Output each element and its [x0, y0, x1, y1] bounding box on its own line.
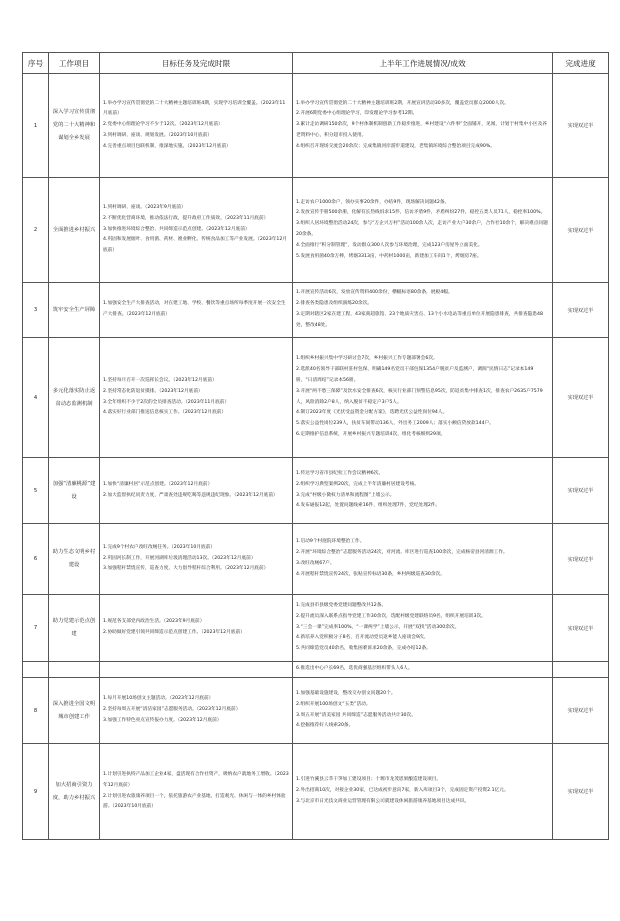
seq-cell: 8 [23, 678, 49, 744]
progress-cell [293, 283, 553, 338]
seq-cell: 6 [23, 524, 49, 595]
goal-item: 4.巩固和发展烟叶、食用菌、药材、渔业孵化、传统食品加工等产业发展。（2023年12月底前） [103, 237, 288, 254]
progress-item: 1.引进竹溪县云萃干笋加工建设项目；十堰市龙茂恩果酿造建设项目。 [296, 777, 442, 783]
goal-item: 2.坚持常态化防返贫摸排。（2023年12月底前） [103, 388, 203, 394]
progress-item: 2.选派40名领导干部联村驻村包保，明确149名党员干部包保1354户脱贫户及监测户，调阅“民情日志”记录本149册，“日清周结”记录本56册。 [296, 367, 534, 383]
goal-item: 1.加强安全生产大排查活动，对在建工地、学校、餐饮等重点场所每季度开展一次安全生产大排查。（2023年12月底前） [103, 301, 286, 317]
goal-item: 2.党委中心组理论学习不少于12次。（2023年12月底前） [103, 122, 223, 128]
goal-item: 1.到村调研、座谈。（2023年9月底前） [103, 205, 186, 210]
goals-cell [100, 74, 293, 178]
goal-item: 3.到村调研、座谈、规划发展。（2023年10月底前） [103, 132, 213, 138]
goal-item: 1.每月开展10场创文主题活动。（2023年12月底前） [103, 696, 214, 702]
seq-cell [23, 662, 49, 678]
progress-item: 2.开展6期党委中心组理论学习，印发理论学习参考12期。 [296, 111, 418, 117]
progress-item: 5.共同缔造党员40余名，收集困难诉求20余条，完成办结12条。 [296, 646, 431, 652]
project-cell [49, 662, 100, 678]
status-cell: 实现双过半 [553, 178, 609, 283]
goals-cell [100, 595, 293, 662]
header-goals: 目标任务及完成时限 [100, 53, 293, 74]
seq-cell: 7 [23, 595, 49, 662]
project-cell: 助力生态文明乡村建设 [49, 524, 100, 595]
progress-item: 3.“三会一课”完成率100%，“一课两学”上墙公示，开展“双找”活动300余次。 [296, 624, 460, 630]
status-cell: 实现双过半 [553, 283, 609, 338]
goal-item: 1.计划引进执特产品加工企业4家，盘活现有合作社资产，吸纳农户就地务工增收。（2023年12月底前） [103, 771, 289, 788]
project-cell: 加大招商引资力度，助力乡村振兴 [49, 744, 100, 840]
status-cell: 实现双过半 [553, 338, 609, 458]
goals-cell [100, 178, 293, 283]
goal-item: 3.加快推进环境综合整治、共同缔造示范点创建。（2023年12月底前） [103, 226, 250, 232]
progress-cell [293, 744, 553, 840]
table-row [23, 744, 609, 840]
table-row [23, 662, 609, 678]
table-row [23, 338, 609, 458]
table-row [23, 283, 609, 338]
progress-item: 4.新培养入党积极分子8名，召开流动党员返乡能人座谈会9次。 [296, 635, 429, 641]
progress-item: 3.改旺改厕67户。 [296, 561, 335, 566]
project-cell: 深入推进全国文明城市创建工作 [49, 678, 100, 744]
progress-item: 1.加强基础设施建设，整改交办创文问题20个。 [296, 690, 396, 696]
progress-item: 4.组织召开现场交流会20余次；完成集镇河岸游步道建设，老集镇环境综合整治项目完成90%。 [296, 143, 495, 149]
progress-cell [293, 595, 553, 662]
work-progress-table [22, 52, 609, 840]
progress-cell [293, 678, 553, 744]
goal-item: 1.加快“清廉村居”示范点创建。（2023年12月底前） [103, 481, 213, 487]
progress-item: 5.落实公益性岗位239人，扶贫车间带动136人，外出务工2009人；落实小额信贷放款144户。 [296, 421, 494, 427]
progress-item: 1.走访农户1000余户，领办实事20余件，办结9件，现场解决问题42条。 [296, 199, 450, 205]
progress-cell [293, 662, 553, 678]
seq-cell: 2 [23, 178, 49, 283]
project-cell: 加强“清廉桃源”建设 [49, 458, 100, 524]
status-cell: 实现双过半 [553, 74, 609, 178]
progress-item: 3.组织人居环境整治活动24次，参与“万企兴万村”活动100余人次，走访产业大户30余户，合作社10余个，解决难点问题20余条。 [296, 221, 548, 237]
goal-item: 2.计划引进农旅康养项目一个，依托旅游农产业基地，打造观光、休闲与一体的乡村体验游。（2023年10月底前） [103, 793, 286, 810]
goal-item: 2.协助做好党建引领共同缔造示范点创建工作。（2023年12月底前） [103, 630, 245, 635]
table-row [23, 74, 609, 178]
progress-item: 6.定期推护信息系统，开展乡村振兴专题培训4次，组化考核细则29项。 [296, 431, 446, 437]
status-cell: 实现双过半 [553, 744, 609, 840]
progress-item: 4.开展秸秆禁烧宣传24次，张贴宣传标语30条，乡村两级巡查30余次。 [296, 571, 445, 577]
seq-cell: 5 [23, 458, 49, 524]
goal-item: 1.完成9个村农户改旺改厕任务。（2023年10月底前） [103, 544, 216, 550]
progress-item: 3.定期对辖区2家在建工程、43家商超旅馆、23个地质灾害点、13个小水电站等重点单位开展隐患排查，共排查隐患48处，整改48处。 [296, 312, 543, 328]
status-cell: 实现双过半 [553, 458, 609, 524]
goal-item: 1.举办学习宣传贯彻党的二十大精神主题培训班4期，实现学习培训全覆盖。（2023年11月底前） [103, 100, 286, 117]
goals-cell [100, 283, 293, 338]
goals-cell [100, 458, 293, 524]
project-cell: 多元化落实防止返贫动态监测机制 [49, 338, 100, 458]
progress-item: 2.组织学习典型案例20次，完成上半年清廉村居建设考核。 [296, 481, 419, 487]
progress-item: 1.举办学习宣传贯彻党的二十大精神主题培训班2期，开展宣讲活动30多次，覆盖党员群众2000人次。 [296, 100, 509, 106]
status-cell: 实现双过半 [553, 595, 609, 662]
progress-item: 4.挖掘推荐好人线索20条。 [296, 723, 354, 729]
goal-item: 2.不断优化营商环境，推动依法行政，提升政府工作质效。（2023年11月底前） [103, 215, 269, 221]
table-row [23, 678, 609, 744]
seq-cell: 3 [23, 283, 49, 338]
progress-item: 2.外出招商10次，对接企业30家，已达成初步意向7家，新入库项目3个，完成固定资产投资2.1亿元。 [296, 788, 509, 794]
progress-cell [293, 524, 553, 595]
goal-item: 2.巩固河长制工作，开展河湖库垃圾清理活动13次。（2023年12月底前） [103, 555, 256, 561]
table-row [23, 178, 609, 283]
table-row [23, 458, 609, 524]
goal-item: 1.坚持每月召开一次巡挥长会议。（2023年12月底前） [103, 377, 217, 383]
progress-cell [293, 178, 553, 283]
progress-item: 3.与北京市日光技文商业运营管理有限公司就建设休闲旅游康养基地项目达成共识。 [296, 798, 470, 804]
seq-cell: 4 [23, 338, 49, 458]
progress-item: 3.开展“两不愁三保障”及饮水安全排查6次，核实行业部门预警信息95次，防返贫集中排查1次，排查农户2635户7579人，风险消除2户8人，纳入脱贫不稳定户3户5人。 [296, 388, 543, 405]
progress-item: 2.开展“环境综合整治”志愿服务活动24次，对河流、库区进行巡查100余次，完成杨帝县河清源工作。 [296, 550, 508, 556]
header-status: 完成进度 [553, 53, 609, 74]
progress-item: 1.完成县市县级党委党建问题整改共12条。 [296, 603, 387, 608]
status-cell: 实现双过半 [553, 524, 609, 595]
goal-item: 1.规范各支部党内政治生活。（2023年9月底前） [103, 619, 205, 625]
header-seq: 序号 [23, 53, 49, 74]
progress-item: 3.完成“村级小微权力清单和流程图”上墙公示。 [296, 492, 395, 498]
goal-item: 2.坚持每周五开展“清洁家园”志愿服务活动。（2023年12月底前） [103, 707, 241, 713]
header-progress: 上半年工作进展情况/成效 [293, 53, 553, 74]
progress-item: 1.传达学习省市县纪检工作会议精神6次。 [296, 470, 384, 476]
header-project: 工作项目 [49, 53, 100, 74]
status-cell [553, 662, 609, 678]
goals-cell [100, 524, 293, 595]
table-row [23, 595, 609, 662]
goals-cell [100, 744, 293, 840]
project-cell: 全面推进乡村振兴 [49, 178, 100, 283]
goals-cell [100, 678, 293, 744]
goal-item: 4.落实好行业部门推送信息核实工作。（2023年12月底前） [103, 410, 227, 416]
seq-cell: 9 [23, 744, 49, 840]
progress-item: 2.发放宣传手册500余册，化解有长热线诉求15件，信访矛盾9件，矛盾纠纷27件，稳控五类人员71人，稳控率100%。 [296, 210, 546, 216]
progress-item: 4.全面推行“积分制管理”，发动群众300人次参与环境治理，完成123户房屋外立面美化。 [296, 242, 483, 248]
progress-item: 4.发布通报12起，处置问题线索16件，组织处理7件，党纪处理2件。 [296, 503, 441, 509]
progress-item: 3.累计走访调研150余次，9个村体制机制创新工作稳步推进，乡村建设“六件事”全面铺开，见闻，计划于村集中小区及养老资料中心，积分超市投入使用。 [296, 122, 547, 138]
project-cell: 筑牢安全生产屏障 [49, 283, 100, 338]
progress-item: 1.组织乡村振兴集中学习研讨会7次，乡村振兴工作专题部署会6次。 [296, 356, 438, 362]
progress-item: 2.排查各类隐患及组织演练20余次。 [296, 301, 373, 307]
table-body [23, 74, 609, 840]
progress-cell [293, 338, 553, 458]
project-cell: 助力党建示范点创建 [49, 595, 100, 662]
goal-item: 3.加强工作特色亮点宣传报办力度。（2023年12月底前） [103, 717, 222, 723]
project-cell: 深入学习宣传贯彻党的二十大精神和谋划全乡发展 [49, 74, 100, 178]
progress-item: 2.组织开展100场创文“五类”活动。 [296, 701, 371, 707]
goal-item: 4.完善重点项目包联机制，推深地实施。（2023年12月底前） [103, 143, 231, 149]
header-row [23, 53, 609, 74]
progress-item: 3.周五开展“清美家园 共同缔造”志愿服务活动共计30次。 [296, 712, 416, 718]
progress-item: 1.启动9个村庭院环境整治工作。 [296, 539, 365, 545]
goal-item: 3.加强秸秆禁烧宣传，巡查力度，大力倡导秸秆综合利用。（2023年12月底前） [103, 566, 269, 572]
goals-cell [100, 338, 293, 458]
progress-item: 5.发展食用菌40余万棒，烤烟3313亩，中药材1000亩，新建加工车间1个，烤烟房7座。 [296, 253, 482, 259]
progress-item: 6.推选出中心户长69名，选优商强基层组织带头人6人。 [296, 666, 413, 672]
seq-cell: 1 [23, 74, 49, 178]
goal-item: 2.加大监督执纪问责力度，严肃查处违规吃喝等违规违纪现象。（2023年12月底前） [103, 492, 278, 498]
progress-cell [293, 458, 553, 524]
progress-item: 4.制订2023年度《光伏受益资金分配方案》，选聘光伏公益性岗位94人。 [296, 410, 448, 416]
status-cell: 实现双过半 [553, 678, 609, 744]
goals-cell [100, 662, 293, 678]
table-row [23, 524, 609, 595]
progress-item: 2.提升流员深入联系点指导党建工作30余次，选配村级党建联络员9名，组织开展培训3次。 [296, 613, 486, 619]
goal-item: 3.全年组织不少于2次的全员排查活动。（2023年11月底前） [103, 399, 230, 405]
progress-cell [293, 74, 553, 178]
progress-item: 1.开展宣传活动6次，发放宣传资料400余份，横幅标语80余条，展板4幅。 [296, 290, 453, 296]
